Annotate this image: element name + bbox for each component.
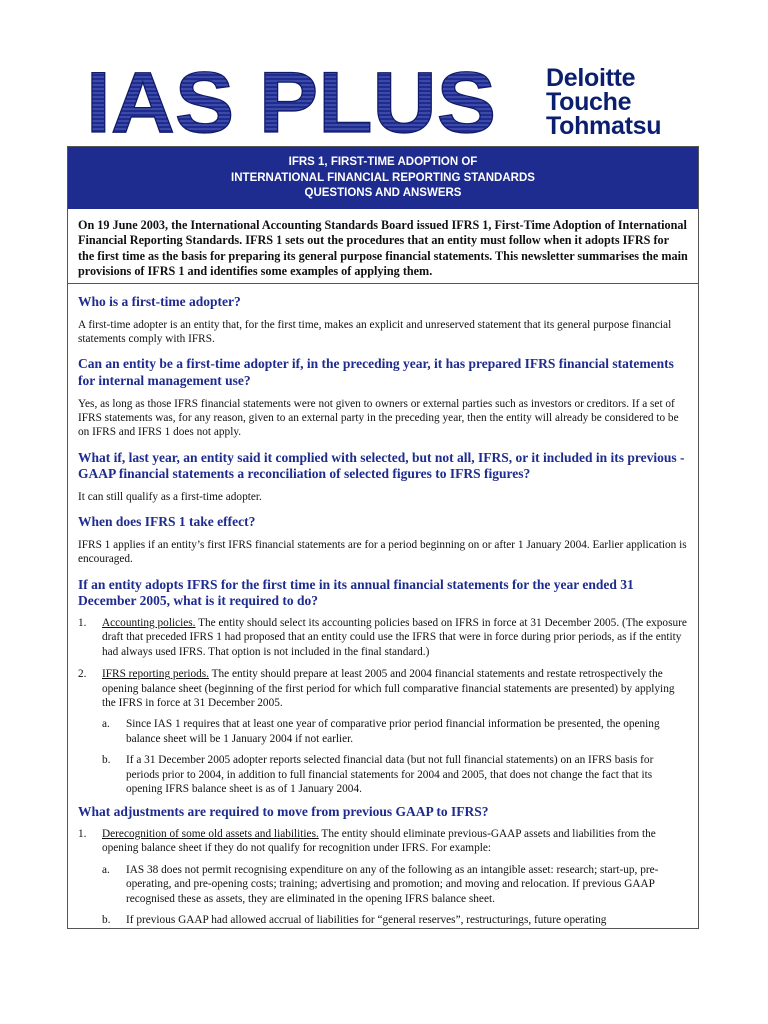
sub-text: IAS 38 does not permit recognising expenditure on any of the following as an intangible asset: research; start-up, pre-operating, and pre-opening costs; training; advertising and promotion; and moving and relocation. If previous GAAP recognised these as assets, they are eliminated in the opening IFRS balance sheet. <box>126 863 659 905</box>
firm-line-3: Tohmatsu <box>546 112 662 140</box>
item-label: Accounting policies. <box>102 617 196 629</box>
section-text: Yes, as long as those IFRS financial statements were not given to owners or external parties such as investors or creditors. If a set of IFRS statements was, for any reason, given to an external party in the preceding year, then the entity will already be considered to be on IFRS and IFRS 1 does not apply. <box>78 397 679 439</box>
section-text: It can still qualify as a first-time adopter. <box>78 491 262 503</box>
sub-text: If a 31 December 2005 adopter reports selected financial data (but not full financial statements) on an IFRS basis for periods prior to 2004, in addition to full financial statements for 2004 and 2005, that does not change the fact that its opening IFRS balance sheet is as of 1 January 2004. <box>126 754 654 796</box>
numbered-list <box>78 827 688 927</box>
sub-letter: b. <box>102 914 111 927</box>
sub-letter: b. <box>102 754 111 767</box>
section-heading: Who is a first-time adopter? <box>78 294 241 309</box>
banner-line-3: QUESTIONS AND ANSWERS <box>304 187 462 199</box>
list-item <box>78 827 688 927</box>
list-item <box>78 667 688 796</box>
list-item <box>78 616 688 659</box>
sub-item <box>102 913 688 927</box>
title-banner <box>68 147 698 209</box>
item-label: IFRS reporting periods. <box>102 668 210 681</box>
list-number: 2. <box>78 668 87 681</box>
section-heading: When does IFRS 1 take effect? <box>78 514 256 530</box>
section-text: IFRS 1 applies if an entity’s first IFRS financial statements are for a period beginning on or after 1 January 2004. Earlier application is encouraged. <box>78 539 687 566</box>
section-selected-ifrs <box>78 450 688 505</box>
sub-letter: a. <box>102 863 110 876</box>
item-label: Derecognition of some old assets and liabilities. <box>102 828 319 841</box>
section-heading: What if, last year, an entity said it complied with selected, but not all, IFRS, or it included in its previous -GAAP financial statements a reconciliation of selected figures to IFRS figures? <box>78 449 685 482</box>
sub-letter: a. <box>102 718 110 731</box>
firm-name <box>546 66 661 138</box>
banner-line-1: IFRS 1, FIRST-TIME ADOPTION OF <box>288 156 478 168</box>
sub-item <box>102 863 688 906</box>
item-text: The entity should prepare at least 2005 and 2004 financial statements and restate retrospectively the opening balance sheet (beginning of the first period for which full comparative financial statements are presented) by applying the IFRS in force at 31 December 2005. <box>102 668 675 710</box>
section-heading: If an entity adopts IFRS for the first time in its annual financial statements for the year ended 31 December 2005, what is it required to do? <box>78 576 634 609</box>
list-number: 1. <box>78 617 87 629</box>
sub-text: Since IAS 1 requires that at least one year of comparative prior period financial information be presented, the opening balance sheet will be 1 January 2004 if not earlier. <box>126 718 660 745</box>
numbered-list <box>78 616 688 796</box>
ias-plus-logo <box>86 62 506 142</box>
logo-text: IAS PLUS <box>86 62 496 142</box>
sub-item <box>102 717 688 746</box>
section-internal-management <box>78 356 688 439</box>
sub-item <box>102 753 688 796</box>
firm-line-1: Deloitte <box>546 64 636 92</box>
section-heading: Can an entity be a first-time adopter if, in the preceding year, it has prepared IFRS financial statements for internal management use? <box>78 356 674 388</box>
section-heading: What adjustments are required to move from previous GAAP to IFRS? <box>78 804 489 820</box>
section-requirements-2005 <box>78 577 688 797</box>
section-text: A first-time adopter is an entity that, for the first time, makes an explicit and unreserved statement that its general purpose financial statements comply with IFRS. <box>78 318 672 345</box>
firm-line-2: Touche <box>546 88 632 116</box>
banner-line-2: INTERNATIONAL FINANCIAL REPORTING STANDARDS <box>231 171 535 184</box>
item-text: The entity should select its accounting policies based on IFRS in force at 31 December 2005. (The exposure draft that preceded IFRS 1 had proposed that an entity could use the IFRS that were in force during prior periods, as if the entity had always used IFRS. That option is not included in the final standard.) <box>102 617 687 658</box>
section-effective-date <box>78 514 688 566</box>
sub-text: If previous GAAP had allowed accrual of liabilities for “general reserves”, restructurings, future operating <box>126 914 607 927</box>
item-text: The entity should eliminate previous-GAAP assets and liabilities from the opening balance sheet if they do not qualify for recognition under IFRS. For example: <box>102 828 656 855</box>
section-first-time-adopter <box>78 294 688 346</box>
intro-paragraph: On 19 June 2003, the International Accounting Standards Board issued IFRS 1, First-Time Adoption of International Financial Reporting Standards. IFRS 1 sets out the procedures that an entity must follow when it adopts IFRS for the first time as the basis for preparing its general purpose financial statements. This newsletter summarises the main provisions of IFRS 1 and identifies some examples of applying them. <box>68 209 698 284</box>
section-adjustments <box>78 804 688 927</box>
ias-plus-logo-graphic <box>86 62 506 142</box>
newsletter-frame <box>67 146 699 929</box>
list-number: 1. <box>78 828 87 841</box>
qa-content <box>68 284 698 928</box>
